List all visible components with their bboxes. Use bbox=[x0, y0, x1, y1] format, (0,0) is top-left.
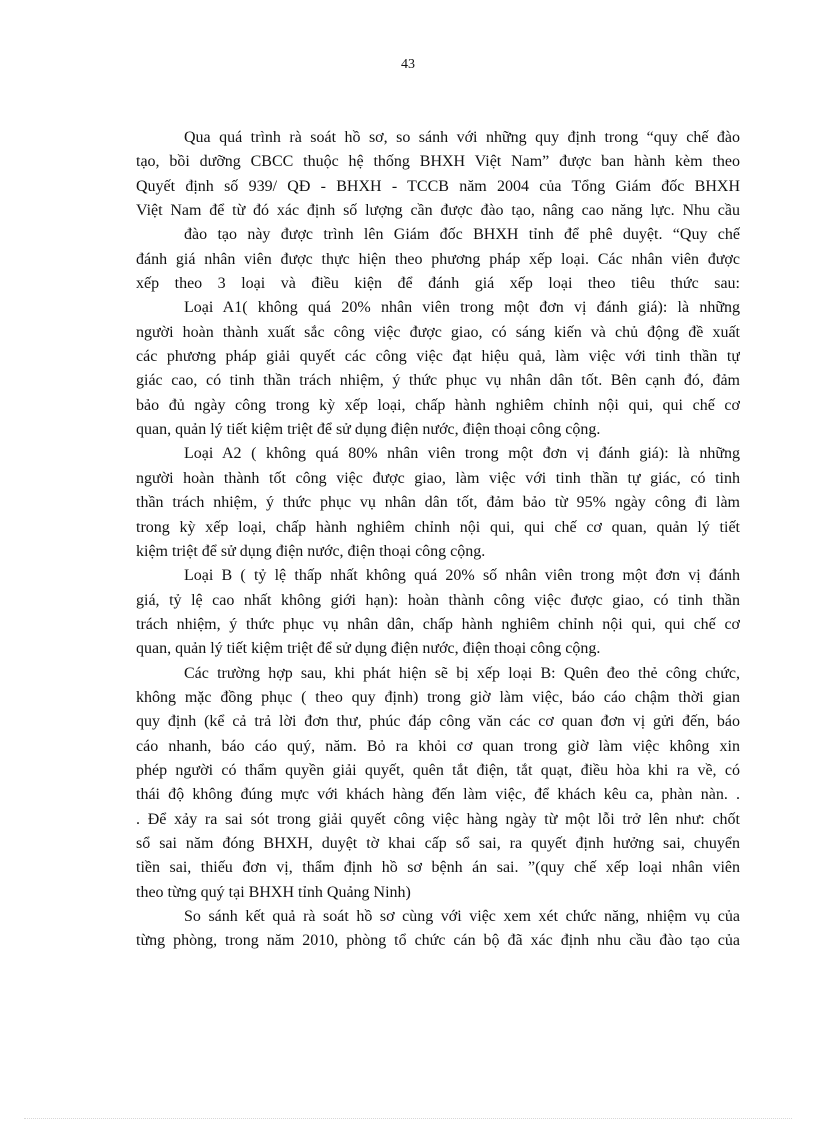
text-line: So sánh kết quả rà soát hồ sơ cùng với việc xem xét chức năng, nhiệm vụ của bbox=[184, 908, 740, 925]
text-line: không mặc đồng phục ( theo quy định) trong giờ làm việc, báo cáo chậm thời gian bbox=[136, 688, 740, 706]
text-line: quy định (kể cả trả lời đơn thư, phúc đáp công văn các cơ quan đơn vị gửi đến, báo bbox=[136, 713, 740, 731]
text-line: bảo đủ ngày công trong kỳ xếp loại, chấp hành nghiêm chỉnh nội qui, qui chế cơ bbox=[136, 396, 740, 414]
text-line: sổ sai năm đóng BHXH, duyệt tờ khai cấp sổ sai, ra quyết định hưởng sai, chuyển bbox=[136, 834, 740, 852]
text-line: phép người có thẩm quyền giải quyết, quên tắt điện, tắt quạt, điều hòa khi ra về, có bbox=[136, 761, 740, 779]
text-line: giác cao, có tinh thần trách nhiệm, ý thức phục vụ nhân dân tốt. Bên cạnh đó, đảm bbox=[136, 372, 740, 390]
text-line: quan, quản lý tiết kiệm triệt để sử dụng điện nước, điện thoại công cộng. bbox=[136, 640, 601, 658]
text-line: Qua quá trình rà soát hồ sơ, so sánh với những quy định trong “quy chế đào bbox=[184, 129, 740, 146]
text-line: trách nhiệm, ý thức phục vụ nhân dân, chấp hành nghiêm chỉnh nội qui, qui chế cơ bbox=[136, 615, 740, 633]
text-line: giá, tỷ lệ cao nhất không giới hạn): hoàn thành công việc được giao, có tinh thần bbox=[136, 591, 740, 609]
text-line: đào tạo này được trình lên Giám đốc BHXH tỉnh để phê duyệt. “Quy chế bbox=[184, 226, 740, 244]
text-line: thái độ không đúng mực với khách hàng đến làm việc, để khách kêu ca, phàn nàn. . bbox=[136, 786, 740, 804]
text-line: . Để xảy ra sai sót trong giải quyết công việc hàng ngày từ một lỗi trở lên như: chốt bbox=[136, 810, 740, 828]
text-line: Các trường hợp sau, khi phát hiện sẽ bị xếp loại B: Quên đeo thẻ công chức, bbox=[184, 664, 740, 682]
text-line: Loại A1( không quá 20% nhân viên trong một đơn vị đánh giá): là những bbox=[184, 299, 740, 317]
text-line: Loại B ( tỷ lệ thấp nhất không quá 20% số nhân viên trong một đơn vị đánh bbox=[184, 567, 740, 585]
body-text bbox=[136, 126, 740, 954]
text-line: người hoàn thành xuất sắc công việc được giao, có sáng kiến và chủ động đề xuất bbox=[136, 323, 740, 341]
text-line: đánh giá nhân viên được thực hiện theo phương pháp xếp loại. Các nhân viên được bbox=[136, 250, 740, 268]
text-line: quan, quản lý tiết kiệm triệt để sử dụng điện nước, điện thoại công cộng. bbox=[136, 421, 601, 439]
text-line: các phương pháp giải quyết các công việc đạt hiệu quả, làm việc với tinh thần tự bbox=[136, 348, 740, 366]
text-line: tạo, bồi dưỡng CBCC thuộc hệ thống BHXH Việt Nam” được ban hành kèm theo bbox=[136, 153, 740, 171]
text-line: người hoàn thành tốt công việc được giao, làm việc với tinh thần tự giác, có tinh bbox=[136, 469, 740, 487]
page-number: 43 bbox=[401, 57, 415, 72]
text-line: Việt Nam để từ đó xác định số lượng cần được đào tạo, nâng cao năng lực. Nhu cầu bbox=[136, 202, 740, 220]
text-line: Loại A2 ( không quá 80% nhân viên trong một đơn vị đánh giá): là những bbox=[184, 445, 740, 463]
text-line: kiệm triệt để sử dụng điện nước, điện thoại công cộng. bbox=[136, 542, 486, 560]
text-line: thần trách nhiệm, ý thức phục vụ nhân dân tốt, đảm bảo từ 95% ngày công đi làm bbox=[136, 494, 740, 512]
text-line: trong kỳ xếp loại, chấp hành nghiêm chỉnh nội qui, qui chế cơ quan, quản lý tiết bbox=[136, 518, 740, 536]
text-line: từng phòng, trong năm 2010, phòng tổ chức cán bộ đã xác định nhu cầu đào tạo của bbox=[136, 932, 740, 950]
text-line: xếp theo 3 loại và điều kiện để đánh giá xếp loại theo tiêu thức sau: bbox=[136, 275, 740, 293]
text-line: theo từng quý tại BHXH tỉnh Quảng Ninh) bbox=[136, 883, 411, 901]
text-line: Quyết định số 939/ QĐ - BHXH - TCCB năm 2004 của Tổng Giám đốc BHXH bbox=[136, 177, 740, 195]
text-line: cáo nhanh, báo cáo quý, năm. Bỏ ra khỏi cơ quan trong giờ làm việc không xin bbox=[136, 737, 740, 755]
text-line: tiền sai, thiếu đơn vị, thẩm định hồ sơ bệnh án sai. ”(quy chế xếp loại nhân viên bbox=[136, 859, 740, 877]
page-bottom-divider bbox=[24, 1118, 792, 1119]
